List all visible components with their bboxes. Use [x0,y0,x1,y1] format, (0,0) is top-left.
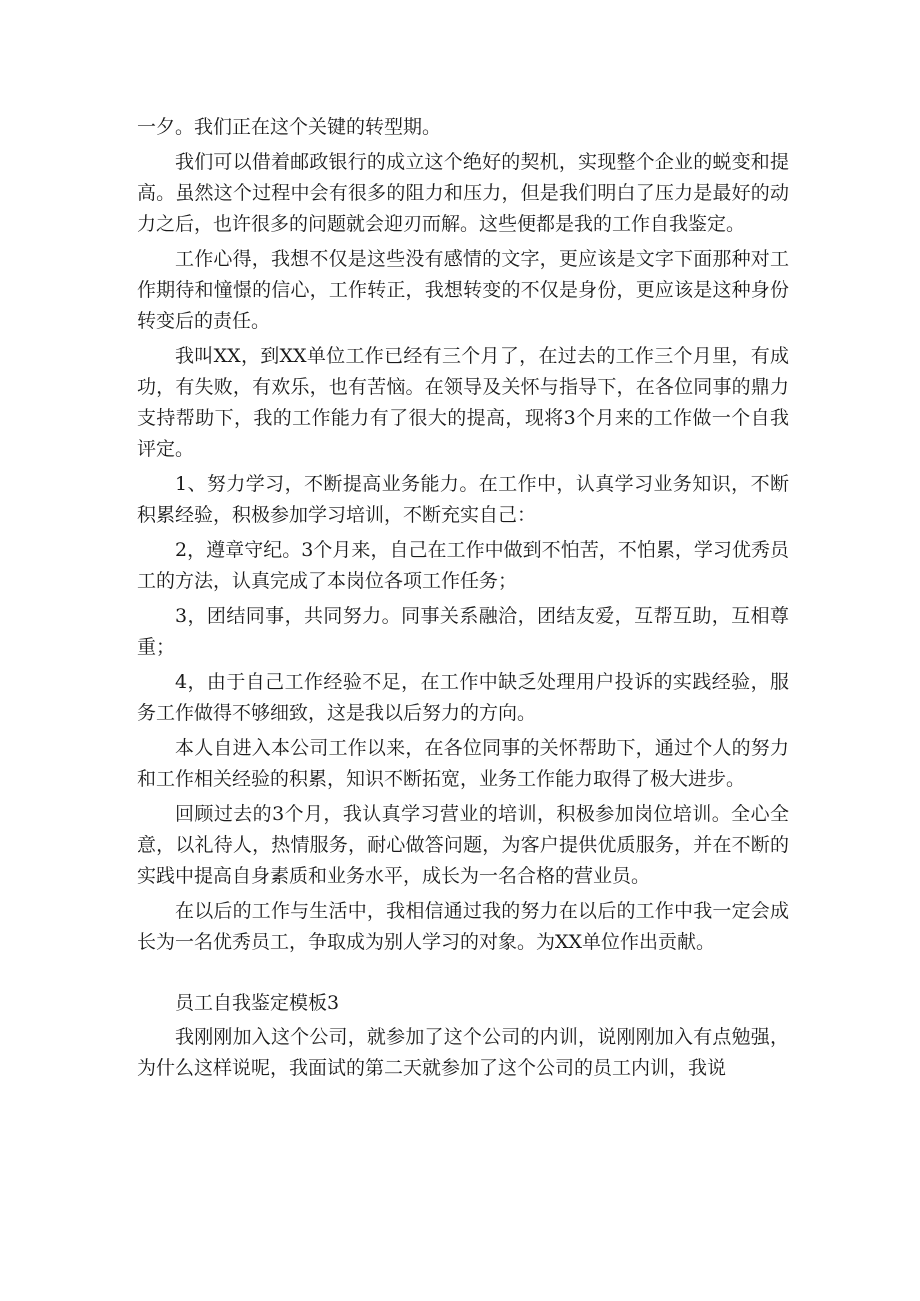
list-item-paragraph: 3，团结同事，共同努力。同事关系融洽，团结友爱，互帮互助，互相尊重； [137,605,789,658]
list-item-paragraph: 1、努力学习，不断提高业务能力。在工作中，认真学习业务知识，不断积累经验，积极参加学习培训，不断充实自己： [137,473,789,526]
paragraph: 我们可以借着邮政银行的成立这个绝好的契机，实现整个企业的蜕变和提高。虽然这个过程中会有很多的阻力和压力，但是我们明白了压力是最好的动力之后，也许很多的问题就会迎刃而解。这些便都是我的工作自我鉴定。 [137,151,789,235]
paragraph: 本人自进入本公司工作以来，在各位同事的关怀帮助下，通过个人的努力和工作相关经验的积累，知识不断拓宽，业务工作能力取得了极大进步。 [137,737,789,790]
section-heading: 员工自我鉴定模板3 [175,992,340,1014]
paragraph: 我刚刚加入这个公司，就参加了这个公司的内训，说刚刚加入有点勉强，为什么这样说呢，我面试的第二天就参加了这个公司的员工内训，我说 [137,1026,789,1079]
paragraph: 我叫XX，到XX单位工作已经有三个月了，在过去的工作三个月里，有成功，有失败，有欢乐，也有苦恼。在领导及关怀与指导下，在各位同事的鼎力支持帮助下，我的工作能力有了很大的提高，现将3个月来的工作做一个自我评定。 [137,345,789,460]
paragraph: 工作心得，我想不仅是这些没有感情的文字，更应该是文字下面那种对工作期待和憧憬的信心，工作转正，我想转变的不仅是身份，更应该是这种身份转变后的责任。 [137,248,789,332]
document-body [137,112,789,1088]
paragraph: 在以后的工作与生活中，我相信通过我的努力在以后的工作中我一定会成长为一名优秀员工，争取成为别人学习的对象。为XX单位作出贡献。 [137,900,789,953]
list-item-paragraph: 4，由于自己工作经验不足，在工作中缺乏处理用户投诉的实践经验，服务工作做得不够细致，这是我以后努力的方向。 [137,671,789,724]
list-item-paragraph: 2，遵章守纪。3个月来，自己在工作中做到不怕苦，不怕累，学习优秀员工的方法，认真完成了本岗位各项工作任务； [137,539,789,592]
paragraph: 回顾过去的3个月，我认真学习营业的培训，积极参加岗位培训。全心全意，以礼待人，热情服务，耐心做答问题，为客户提供优质服务，并在不断的实践中提高自身素质和业务水平，成长为一名合格的营业员。 [137,803,789,887]
paragraph: 一夕。我们正在这个关键的转型期。 [137,116,442,138]
